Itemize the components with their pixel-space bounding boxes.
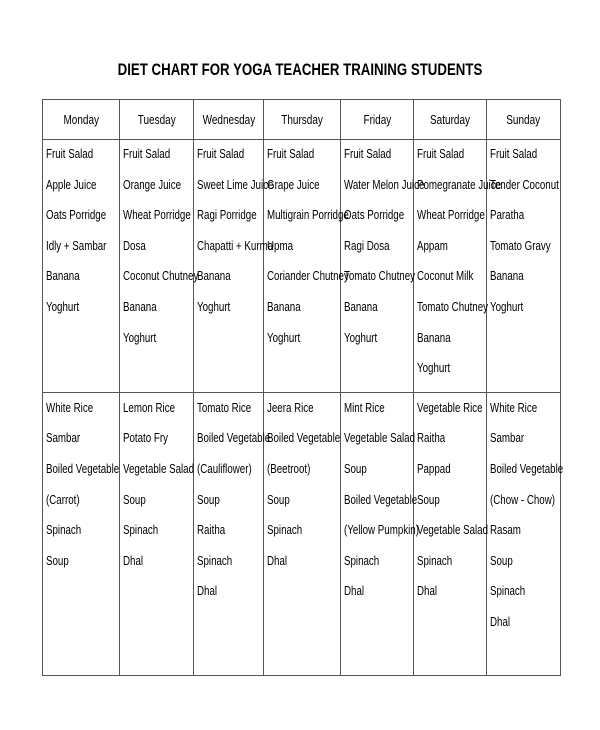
food-item: Boiled Vegetable bbox=[267, 431, 341, 446]
food-item: White Rice bbox=[490, 400, 538, 415]
food-item: (Yellow Pumpkin) bbox=[344, 523, 419, 538]
food-item: Yoghurt bbox=[267, 330, 301, 345]
food-item: Soup bbox=[417, 492, 440, 507]
food-item: Soup bbox=[344, 461, 367, 476]
food-item: Pomegranate Juice bbox=[417, 177, 502, 192]
food-item: Upma bbox=[267, 238, 294, 253]
food-item: Apple Juice bbox=[46, 177, 97, 192]
food-item: (Chow - Chow) bbox=[490, 492, 556, 507]
food-item: Sambar bbox=[490, 431, 525, 446]
food-item: Soup bbox=[490, 553, 513, 568]
food-item: Dosa bbox=[123, 238, 146, 253]
food-item: Dhal bbox=[344, 584, 365, 599]
food-item: Spinach bbox=[46, 523, 82, 538]
food-item: Paratha bbox=[490, 208, 525, 223]
meal-cell bbox=[414, 392, 487, 675]
food-item: Boiled Vegetable bbox=[46, 461, 120, 476]
food-item: Banana bbox=[417, 330, 451, 345]
day-header: Sunday bbox=[487, 100, 561, 140]
day-header: Tuesday bbox=[120, 100, 194, 140]
food-item: Dhal bbox=[267, 553, 288, 568]
meal-cell bbox=[487, 140, 561, 393]
food-item: Yoghurt bbox=[46, 299, 80, 314]
food-item: Ragi Dosa bbox=[344, 238, 390, 253]
food-item: Rasam bbox=[490, 523, 521, 538]
food-item: Fruit Salad bbox=[490, 147, 538, 161]
food-item: Tomato Chutney bbox=[344, 269, 416, 284]
food-item: Fruit Salad bbox=[123, 147, 171, 161]
food-item: (Cauliflower) bbox=[197, 461, 252, 476]
food-item: Dhal bbox=[197, 584, 218, 599]
food-item: Vegetable Salad bbox=[344, 431, 416, 446]
food-item: Spinach bbox=[344, 553, 380, 568]
food-item: Tomato Rice bbox=[197, 400, 252, 415]
meal-cell bbox=[43, 140, 120, 393]
page-title: DIET CHART FOR YOGA TEACHER TRAINING STUDENTS bbox=[117, 60, 483, 79]
food-item: Tomato Gravy bbox=[490, 238, 551, 253]
food-item: Sweet Lime Juice bbox=[197, 177, 274, 192]
diet-chart-table bbox=[42, 99, 564, 676]
food-item: Raitha bbox=[197, 523, 226, 538]
meal-cell bbox=[341, 392, 419, 675]
food-item: Appam bbox=[417, 238, 448, 253]
food-item: Banana bbox=[344, 299, 378, 314]
food-item: Orange Juice bbox=[123, 177, 182, 192]
food-item: Dhal bbox=[490, 614, 511, 629]
food-item: Multigrain Porridge bbox=[267, 208, 349, 223]
food-item: Dhal bbox=[417, 584, 438, 599]
meal-cell bbox=[194, 140, 274, 393]
food-item: Spinach bbox=[197, 553, 233, 568]
food-item: Spinach bbox=[417, 553, 453, 568]
food-item: Fruit Salad bbox=[417, 147, 465, 161]
meal-cell bbox=[264, 140, 349, 393]
food-item: Potato Fry bbox=[123, 431, 168, 446]
food-item: Soup bbox=[123, 492, 146, 507]
food-item: Fruit Salad bbox=[267, 147, 315, 161]
header-row bbox=[43, 100, 561, 140]
food-item: Banana bbox=[197, 269, 231, 284]
food-item: Soup bbox=[46, 553, 69, 568]
food-item: Mint Rice bbox=[344, 400, 385, 415]
meal-cell bbox=[487, 392, 564, 675]
meal-cell bbox=[414, 140, 502, 393]
food-item: Dhal bbox=[123, 553, 144, 568]
food-item: Banana bbox=[267, 299, 301, 314]
food-item: Oats Porridge bbox=[344, 208, 405, 223]
food-item: Yoghurt bbox=[490, 299, 524, 314]
day-header: Friday bbox=[341, 100, 414, 140]
day-header: Monday bbox=[43, 100, 120, 140]
food-item: Banana bbox=[46, 269, 80, 284]
food-item: Oats Porridge bbox=[46, 208, 107, 223]
meal-row bbox=[43, 140, 561, 393]
food-item: Tomato Chutney bbox=[417, 299, 489, 314]
food-item: Tender Coconut bbox=[490, 177, 559, 192]
food-item: Jeera Rice bbox=[267, 400, 314, 415]
food-item: Fruit Salad bbox=[46, 147, 94, 161]
food-item: Yoghurt bbox=[417, 361, 451, 376]
day-header: Wednesday bbox=[194, 100, 264, 140]
meal-row bbox=[43, 392, 561, 675]
food-item: Lemon Rice bbox=[123, 400, 176, 415]
food-item: Boiled Vegetable bbox=[197, 431, 271, 446]
food-item: Ragi Porridge bbox=[197, 208, 257, 223]
food-item: Grape Juice bbox=[267, 177, 320, 192]
food-item: Pappad bbox=[417, 461, 451, 476]
food-item: Yoghurt bbox=[344, 330, 378, 345]
meal-cell bbox=[264, 392, 341, 675]
meal-cell bbox=[194, 392, 271, 675]
food-item: Boiled Vegetable bbox=[490, 461, 564, 476]
food-item: Coriander Chutney bbox=[267, 269, 349, 284]
food-item: Banana bbox=[123, 299, 157, 314]
meal-cell bbox=[120, 392, 194, 675]
food-item: Vegetable Salad bbox=[417, 523, 489, 538]
food-item: Coconut Milk bbox=[417, 269, 474, 284]
food-item: Fruit Salad bbox=[197, 147, 245, 161]
food-item: Soup bbox=[197, 492, 220, 507]
food-item: Spinach bbox=[123, 523, 159, 538]
food-item: Yoghurt bbox=[123, 330, 157, 345]
food-item: Vegetable Salad bbox=[123, 461, 195, 476]
day-header: Saturday bbox=[414, 100, 487, 140]
food-item: Soup bbox=[267, 492, 290, 507]
food-item: Banana bbox=[490, 269, 524, 284]
day-header: Thursday bbox=[264, 100, 341, 140]
food-item: Fruit Salad bbox=[344, 147, 392, 161]
meal-cell bbox=[341, 140, 425, 393]
food-item: Boiled Vegetable bbox=[344, 492, 418, 507]
food-item: Chapatti + Kurma bbox=[197, 238, 274, 253]
food-item: (Beetroot) bbox=[267, 461, 311, 476]
food-item: Coconut Chutney bbox=[123, 269, 199, 284]
meal-cell bbox=[43, 392, 120, 675]
food-item: Spinach bbox=[267, 523, 303, 538]
food-item: (Carrot) bbox=[46, 492, 80, 507]
food-item: Water Melon Juice bbox=[344, 177, 425, 192]
food-item: Wheat Porridge bbox=[417, 208, 485, 223]
food-item: White Rice bbox=[46, 400, 94, 415]
food-item: Spinach bbox=[490, 584, 526, 599]
food-item: Vegetable Rice bbox=[417, 400, 483, 415]
food-item: Yoghurt bbox=[197, 299, 231, 314]
food-item: Sambar bbox=[46, 431, 81, 446]
meal-cell bbox=[120, 140, 199, 393]
food-item: Wheat Porridge bbox=[123, 208, 191, 223]
food-item: Idly + Sambar bbox=[46, 238, 107, 253]
food-item: Raitha bbox=[417, 431, 446, 446]
